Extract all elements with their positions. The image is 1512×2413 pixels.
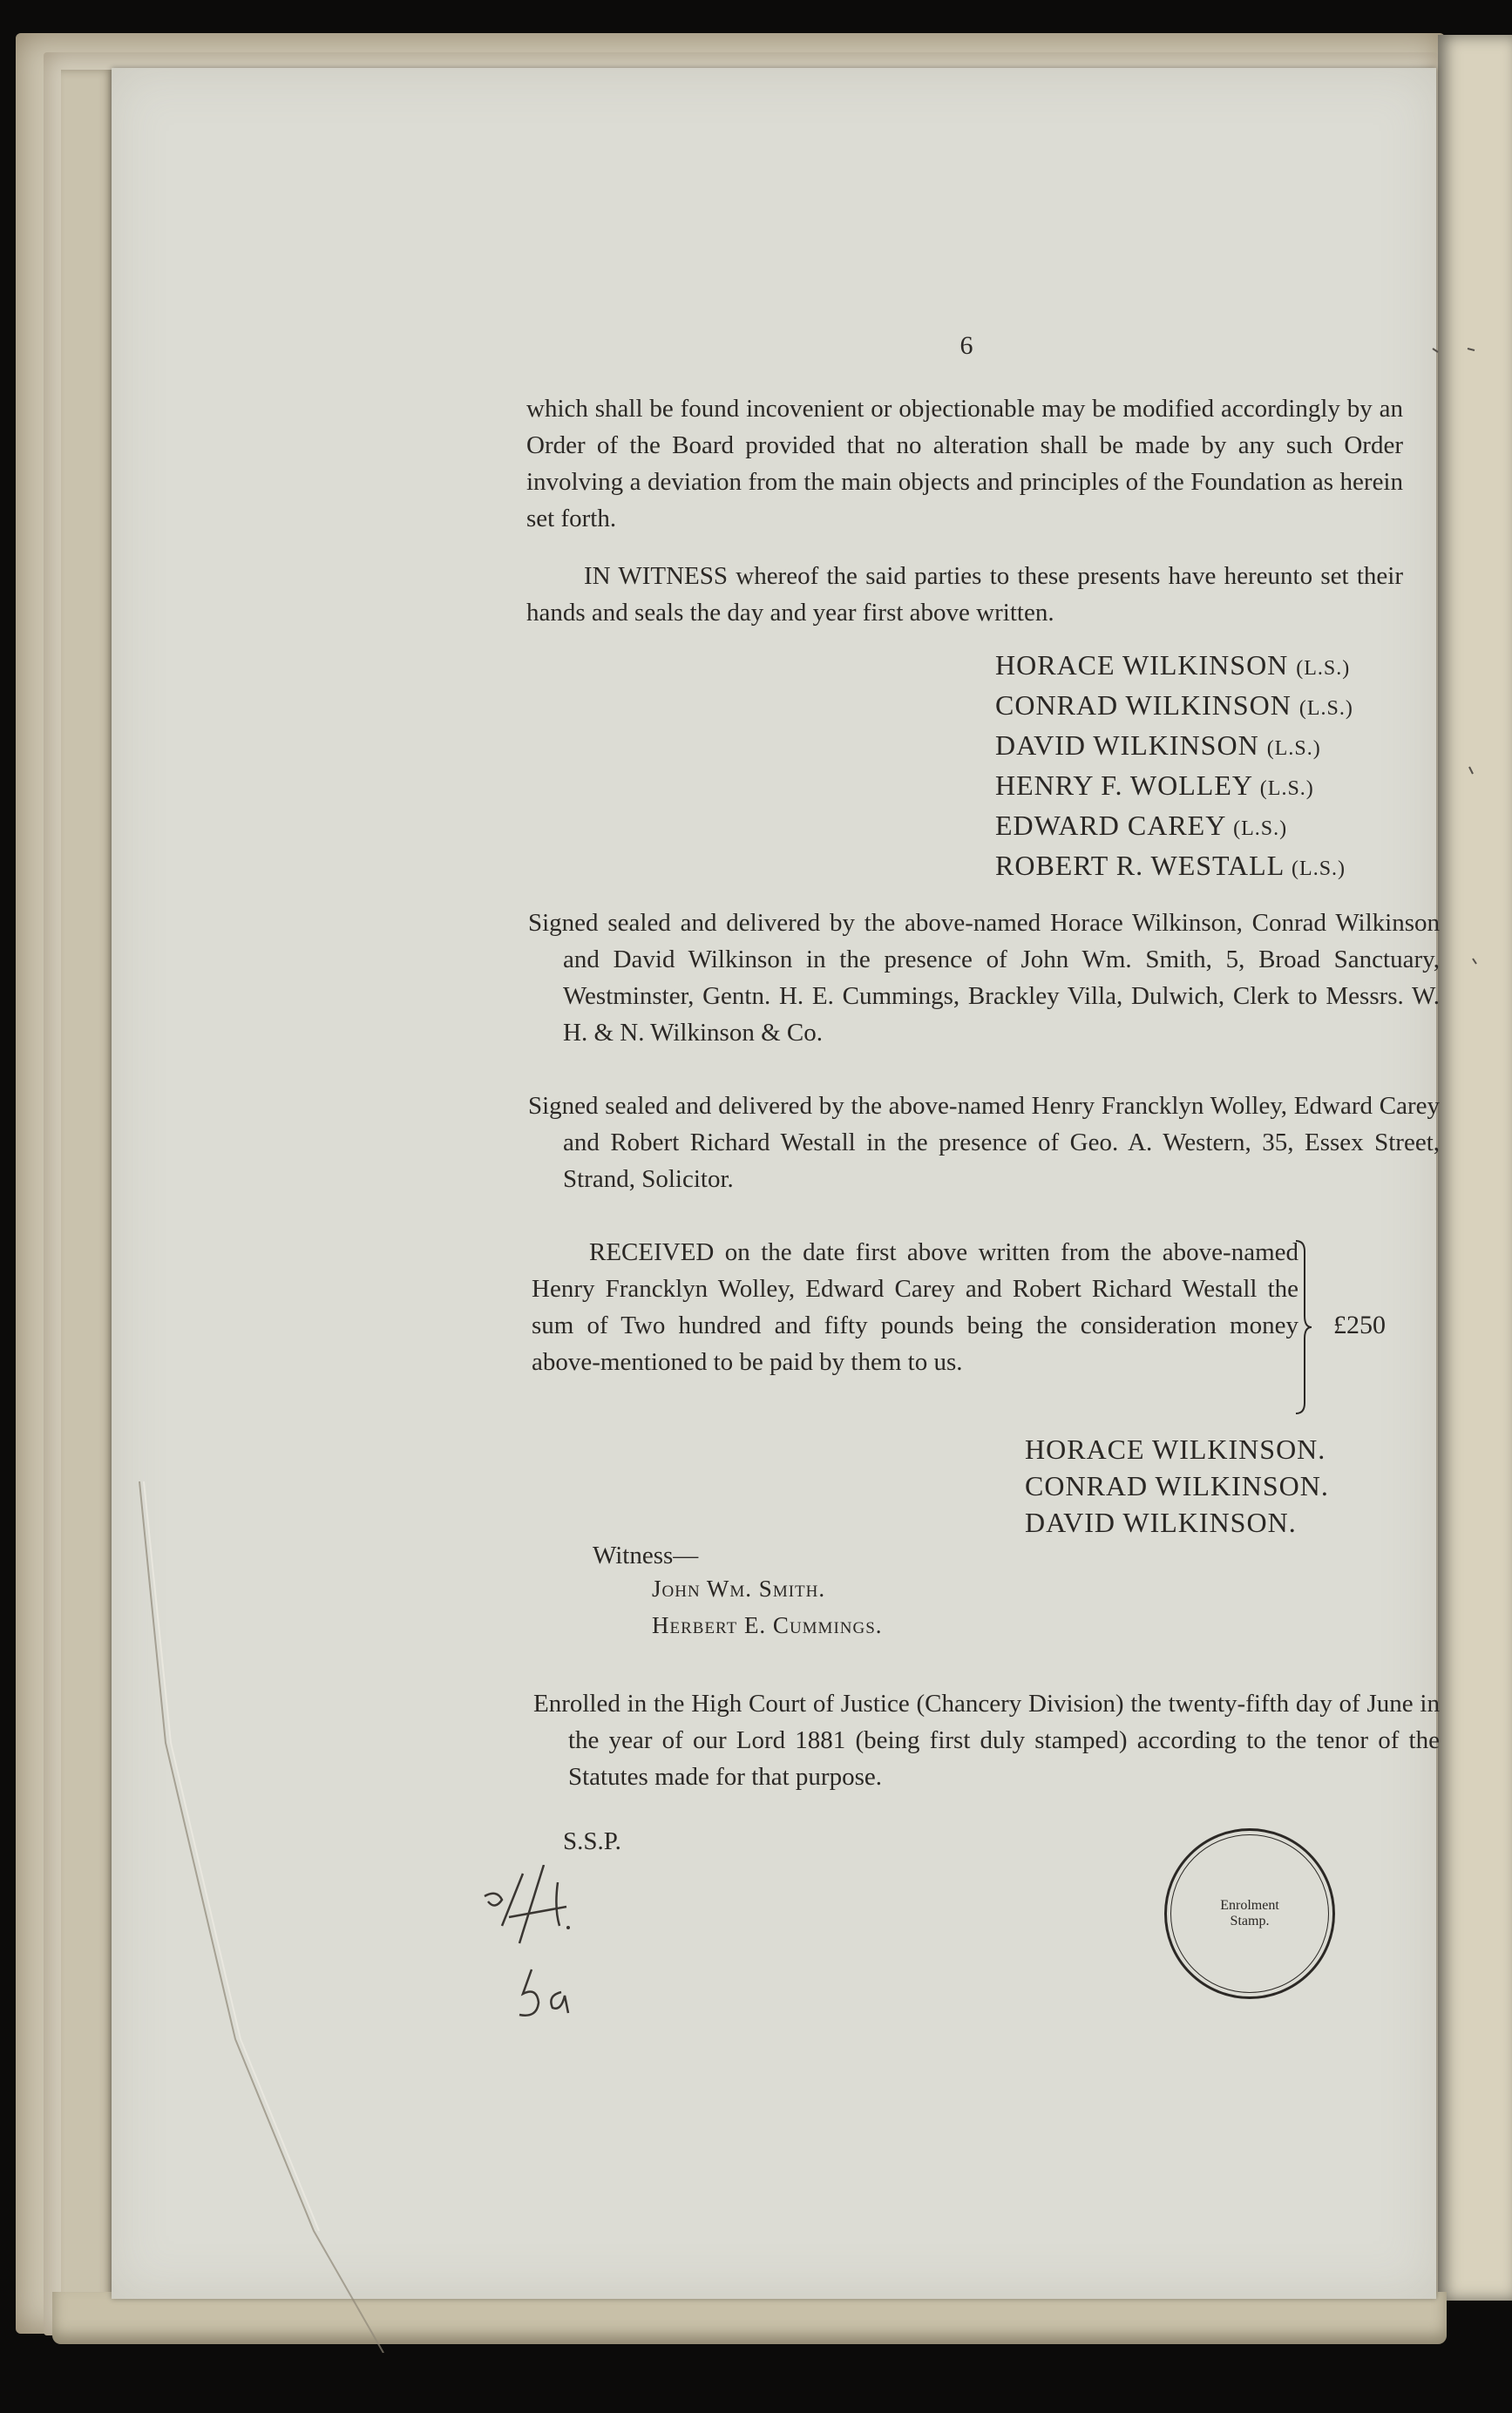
initials: S.S.P. — [563, 1827, 621, 1855]
enrolment-stamp — [1164, 1828, 1335, 1999]
signatory-line: HORACE WILKINSON (L.S.) — [995, 649, 1351, 681]
receipt-signatory: HORACE WILKINSON. — [1025, 1434, 1326, 1465]
receipt-signatory: CONRAD WILKINSON. — [1025, 1470, 1329, 1501]
handwritten-annotation — [471, 1865, 593, 2039]
receipt-signatory-list — [1025, 1431, 1329, 1541]
page-crease — [131, 1481, 392, 2353]
signatory-line: HENRY F. WOLLEY (L.S.) — [995, 769, 1314, 801]
witness-label: Witness— — [593, 1542, 699, 1569]
signatory-list — [995, 647, 1353, 887]
curly-brace-icon — [1294, 1237, 1313, 1417]
receipt-signatory: DAVID WILKINSON. — [1025, 1507, 1297, 1538]
page-number: 6 — [959, 331, 973, 360]
margin-marks — [1429, 331, 1481, 1377]
signatory-line: ROBERT R. WESTALL (L.S.) — [995, 850, 1346, 881]
witness-name: John Wm. Smith. — [652, 1576, 826, 1602]
signed-sealed-delivered-2: Signed sealed and delivered by the above-named Henry Francklyn Wolley, Edward Carey and Robert Richard Westall in the presence of Geo. A. Western, 35, Essex Street, Strand, Solicitor. — [528, 1092, 1440, 1193]
paragraph-modification-clause: which shall be found incovenient or objectionable may be modified accordingly by an Order of the Board provided that no alteration shall be made by any such Order involving a deviation from the main objects and principles of the Foundation as herein set forth. — [526, 395, 1403, 532]
signatory-line: DAVID WILKINSON (L.S.) — [995, 729, 1321, 761]
signatory-line: CONRAD WILKINSON (L.S.) — [995, 689, 1353, 721]
witness-name: Herbert E. Cummings. — [652, 1612, 883, 1638]
stamp-label: Enrolment Stamp. — [1220, 1898, 1279, 1928]
page-stack-edge — [61, 70, 113, 2309]
enrolment-paragraph: Enrolled in the High Court of Justice (Chancery Division) the twenty-fifth day of June in the year of our Lord 1881 (being first duly stamped) according to the tenor of the Statutes made for that purpose. — [533, 1690, 1440, 1791]
signatory-line: EDWARD CAREY (L.S.) — [995, 810, 1288, 841]
signed-sealed-delivered-1: Signed sealed and delivered by the above-named Horace Wilkinson, Conrad Wilkinson and David Wilkinson in the presence of John Wm. Smith, 5, Broad Sanctuary, Westminster, Gentn. H. E. Cummings, Brackley Villa, Dulwich, Clerk to Messrs. W. H. & N. Wilkinson & Co. — [528, 909, 1440, 1047]
paragraph-in-witness: IN WITNESS whereof the said parties to these presents have hereunto set their hands and seals the day and year first above written. — [526, 562, 1403, 627]
receipt-paragraph: RECEIVED on the date first above written from the above-named Henry Francklyn Wolley, Edward Carey and Robert Richard Westall the sum of Two hundred and fifty pounds being the consideration money above-mentioned to be paid by them to us. — [532, 1238, 1298, 1376]
receipt-amount: £250 — [1333, 1311, 1386, 1339]
